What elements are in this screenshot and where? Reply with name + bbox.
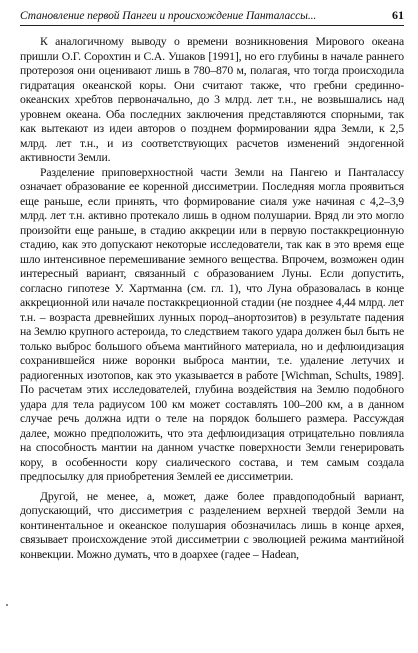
running-title: Становление первой Пангеи и происхождение Панталассы... xyxy=(20,10,317,22)
body-text xyxy=(20,35,404,562)
paragraph-alternative-variant: Другой, не менее, а, может, даже более правдоподобный вариант, допускающий, что диссиметрия с разделением верхней твердой Земли на континентальное и океанское полушария обозначилась лишь в конце архея, связывает происхождение этой диссиметрии с эволюцией режима мантийной конвекции. Можно думать, что в доархее (гадее – Hadean, xyxy=(20,489,404,561)
paragraph-ocean-origin: К аналогичному выводу о времени возникновения Мирового океана пришли О.Г. Сорохтин и С.А. Ушаков [1991], но его глубины в начале раннего протерозоя они оценивают лишь в 780–870 м, полагая, что тогда происходила гидратация океанской коры. Они считают также, что гребни срединно-океанских хребтов первоначально, до 3 млрд. лет т.н., не возвышались над уровнем океана. Оба последних заключения представляются спорными, так как вытекают из идеи авторов о позднем формировании ядра Земли, к 2,5 млрд. лет т.н., и из соответствующих расчетов изменений эндогенной активности Земли. xyxy=(20,35,404,164)
running-header xyxy=(20,8,404,26)
book-page xyxy=(20,8,404,562)
page-number: 61 xyxy=(392,8,404,22)
scan-dust-mark xyxy=(6,604,8,606)
paragraph-pangea-dissymmetry: Разделение приповерхностной части Земли на Пангею и Панталассу означает образование ее коренной диссиметрии. Последняя могла проявиться еще раньше, если принять, что формирование сиаля уже начиная с 4,2–3,9 млрд. лет т.н. активно протекало лишь в одном полушарии. Вряд ли это могло произойти еще раньше, в стадию аккреции или в первую постаккреционную стадию, как это допускают некоторые исследователи, так как в это время еще шло интенсивное перемешивание земного вещества. Впрочем, возможен один интересный вариант, связанный с образованием Луны. Если допустить, согласно гипотезе У. Хартманна (см. гл. 1), что Луна образовалась в конце аккреционной или начале постаккреционной стадии (не позднее 4,44 млрд. лет т.н. – возраста древнейших лунных пород–анортозитов) в результате падения на Землю крупного астероида, то следствием такого удара должен был быть не только выброс большого объема мантийного материала, но и дефлюидизация сохранившейся ниже воронки выброса мантии, т.е. удаление летучих и радиогенных изотопов, как это указывается в работе [Wichman, Schults, 1989]. По расчетам этих исследователей, глубина воздействия на Землю подобного удара для тела радиусом 100 км может составлять 100–200 км, а в данном случае речь должна идти о теле на порядок большего размера. Рассуждая далее, можно предположить, что эта дефлюидизация отрицательно повлияла на способность мантии на данном участке поверхности Земли генерировать кору, в особенности кору сиалического состава, и тем самым создала предпосылку для приобретения Землей ее диссиметрии. xyxy=(20,165,404,483)
